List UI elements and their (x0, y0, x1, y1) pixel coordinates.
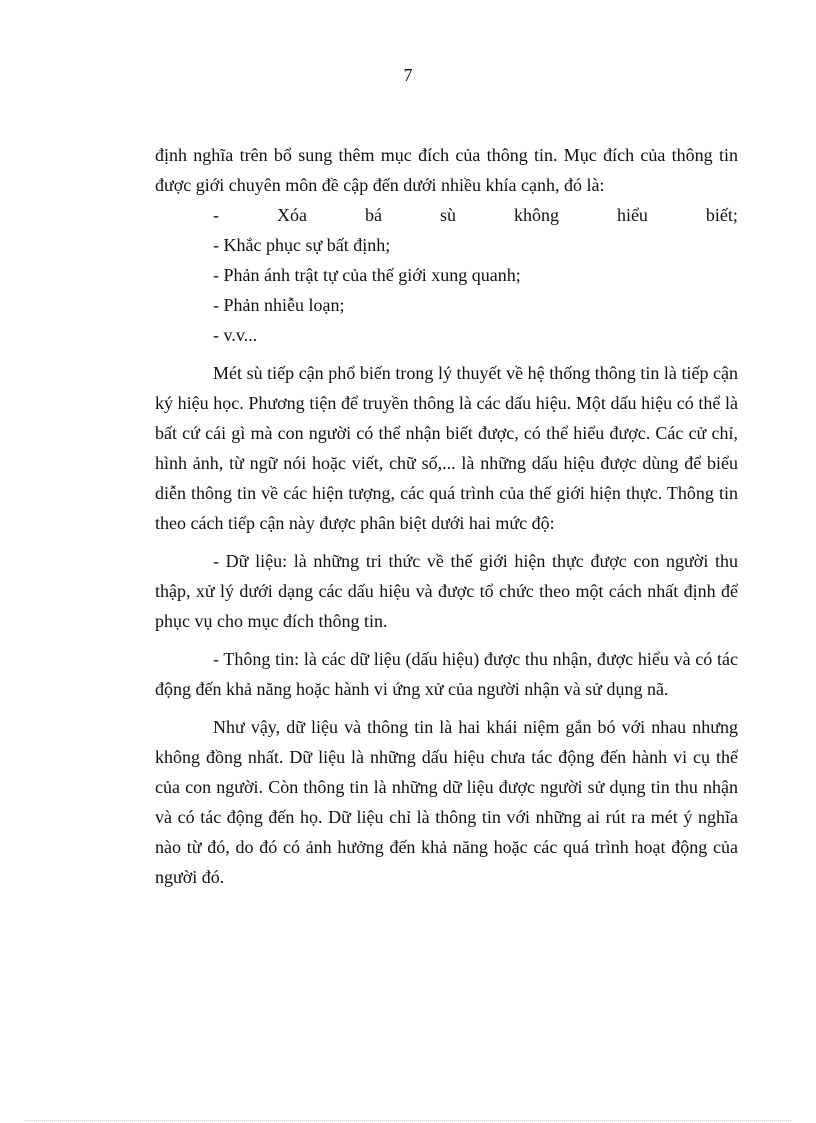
intro-paragraph: định nghĩa trên bổ sung thêm mục đích của thông tin. Mục đích của thông tin được giới chuyên môn đề cập đến dưới nhiều khía cạnh, đó là: (155, 145, 738, 195)
purpose-item-5: - v.v... (213, 325, 258, 345)
purpose-word: không (513, 205, 559, 225)
purpose-word: - (213, 205, 219, 225)
data-definition-paragraph: - Dữ liệu: là những tri thức về thế giới hiện thực được con người thu thập, xử lý dưới dạng các dấu hiệu và được tổ chức theo một cách nhất định để phục vụ cho mục đích thông tin. (155, 551, 738, 631)
purpose-word: hiểu (616, 205, 648, 225)
footer-divider (25, 1120, 791, 1121)
conclusion-paragraph: Như vậy, dữ liệu và thông tin là hai khái niệm gắn bó với nhau nhưng không đồng nhất. Dữ liệu là những dấu hiệu chưa tác động đến hành vi cụ thể của con người. Còn thông tin là những dữ liệu được người sử dụng tin thu nhận và có tác động đến họ. Dữ liệu chỉ là thông tin với những ai rút ra mét ý nghĩa nào từ đó, do đó có ảnh hưởng đến khả năng hoặc các quá trình hoạt động của người đó. (155, 717, 738, 887)
purpose-item-4: - Phản nhiễu loạn; (213, 295, 345, 315)
semiotic-approach-paragraph: Mét sù tiếp cận phổ biến trong lý thuyết về hệ thống thông tin là tiếp cận ký hiệu học. Phương tiện để truyền thông là các dấu hiệu. Một dấu hiệu có thể là bất cứ cái gì mà con người có thể nhận biết được, có thể hiểu được. Các cử chỉ, hình ảnh, từ ngữ nói hoặc viết, chữ số,... là những dấu hiệu được dùng để biểu diễn thông tin về các hiện tượng, các quá trình của thế giới hiện thực. Thông tin theo cách tiếp cận này được phân biệt dưới hai mức độ: (155, 363, 738, 533)
page-number: 7 (403, 65, 413, 85)
purpose-word: biết; (705, 205, 738, 225)
information-definition-paragraph: - Thông tin: là các dữ liệu (dấu hiệu) được thu nhận, được hiểu và có tác động đến khả năng hoặc hành vi ứng xử của người nhận và sử dụng nã. (155, 649, 738, 699)
purpose-item-1 (155, 200, 738, 230)
purpose-item-2: - Khắc phục sự bất định; (213, 235, 391, 255)
purpose-item-3: - Phản ánh trật tự của thế giới xung quanh; (213, 265, 521, 285)
purpose-word: Xóa (276, 205, 307, 225)
page-body (155, 140, 738, 892)
purpose-word: sù (439, 205, 456, 225)
purpose-word: bá (364, 205, 382, 225)
